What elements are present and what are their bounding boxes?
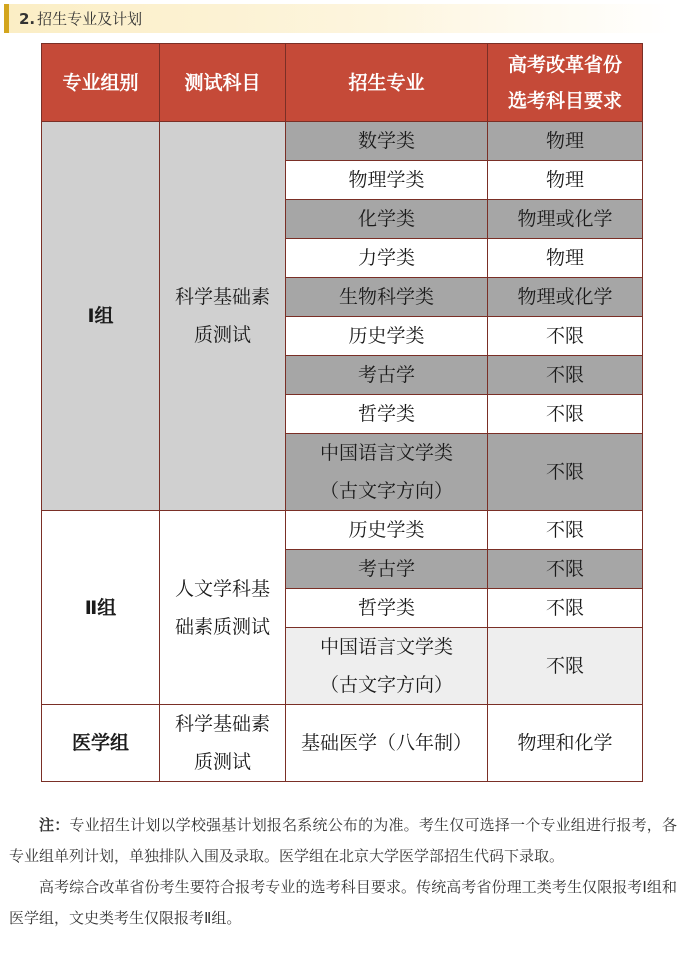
note-text-2: 高考综合改革省份考生要符合报考专业的选考科目要求。传统高考省份理工类考生仅限报考Ⅰ组和医学组，文史类考生仅限报考Ⅱ组。 — [9, 878, 677, 927]
major-cell: 数学类 — [286, 122, 488, 161]
requirement-cell: 物理或化学 — [488, 278, 643, 317]
section-number: 2. — [19, 9, 36, 28]
requirement-cell: 不限 — [488, 511, 643, 550]
group3-test-line1: 科学基础素 — [174, 713, 270, 735]
header-requirement-line1: 高考改革省份 — [507, 53, 622, 76]
major-cell — [286, 628, 488, 705]
major-cell: 化学类 — [286, 200, 488, 239]
table-row — [42, 705, 643, 782]
header-requirement — [488, 44, 643, 122]
requirement-cell: 物理 — [488, 239, 643, 278]
note-paragraph-1 — [9, 810, 677, 872]
major-cell: 考古学 — [286, 550, 488, 589]
major-cell: 考古学 — [286, 356, 488, 395]
requirement-cell: 物理 — [488, 161, 643, 200]
group2-test — [160, 511, 286, 705]
major-cell: 哲学类 — [286, 395, 488, 434]
major-cell: 历史学类 — [286, 511, 488, 550]
table-row — [42, 122, 643, 161]
group1-name: Ⅰ组 — [42, 122, 160, 511]
group3-name: 医学组 — [42, 705, 160, 782]
group1-test-line1: 科学基础素 — [174, 286, 270, 308]
major-line1: 中国语言文学类 — [319, 636, 453, 658]
group3-test — [160, 705, 286, 782]
section-title: 招生专业及计划 — [37, 10, 143, 28]
admission-plan-table — [41, 43, 643, 782]
major-line2: （古文字方向） — [319, 674, 453, 696]
major-cell: 历史学类 — [286, 317, 488, 356]
major-cell — [286, 434, 488, 511]
requirement-cell: 不限 — [488, 628, 643, 705]
major-cell: 力学类 — [286, 239, 488, 278]
note-label: 注： — [39, 816, 70, 834]
major-line2: （古文字方向） — [319, 480, 453, 502]
major-cell: 基础医学（八年制） — [286, 705, 488, 782]
requirement-cell: 不限 — [488, 589, 643, 628]
header-group: 专业组别 — [42, 44, 160, 122]
major-line1: 中国语言文学类 — [319, 442, 453, 464]
major-cell: 生物科学类 — [286, 278, 488, 317]
major-cell: 哲学类 — [286, 589, 488, 628]
requirement-cell: 物理或化学 — [488, 200, 643, 239]
major-cell: 物理学类 — [286, 161, 488, 200]
group2-name: Ⅱ组 — [42, 511, 160, 705]
requirement-cell: 不限 — [488, 356, 643, 395]
header-requirement-line2: 选考科目要求 — [507, 89, 622, 112]
note-paragraph-2 — [9, 872, 677, 934]
header-major: 招生专业 — [286, 44, 488, 122]
header-test: 测试科目 — [160, 44, 286, 122]
requirement-cell: 不限 — [488, 434, 643, 511]
note-text-1: 专业招生计划以学校强基计划报名系统公布的为准。考生仅可选择一个专业组进行报考，各专业组单列计划，单独排队入围及录取。医学组在北京大学医学部招生代码下录取。 — [9, 816, 677, 865]
table-header-row — [42, 44, 643, 122]
group2-test-line1: 人文学科基 — [174, 577, 270, 600]
requirement-cell: 物理和化学 — [488, 705, 643, 782]
group2-test-line2: 础素质测试 — [174, 615, 270, 638]
requirement-cell: 不限 — [488, 550, 643, 589]
requirement-cell: 不限 — [488, 317, 643, 356]
requirement-cell: 不限 — [488, 395, 643, 434]
group1-test — [160, 122, 286, 511]
section-header — [4, 4, 674, 33]
requirement-cell: 物理 — [488, 122, 643, 161]
group1-test-line2: 质测试 — [193, 324, 251, 346]
notes — [9, 810, 677, 934]
group3-test-line2: 质测试 — [193, 751, 251, 773]
table-row — [42, 511, 643, 550]
